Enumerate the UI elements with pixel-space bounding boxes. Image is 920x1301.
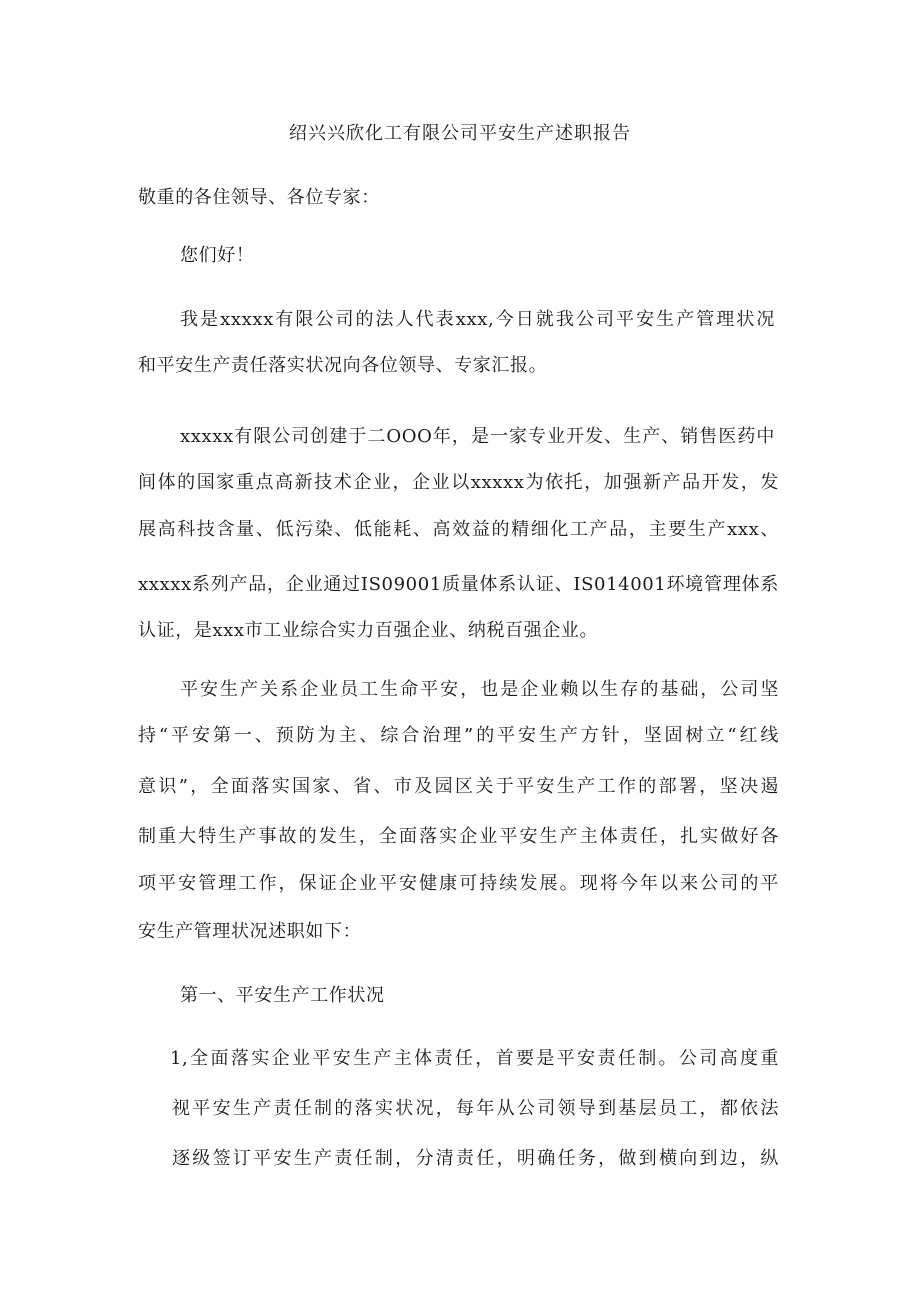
paragraph-3-line-4: 制重大特生产事故的发生，全面落实企业平安生产主体责任，扎实做好各 [138,826,779,847]
salutation: 敬重的各住领导、各位专家： [138,187,380,208]
paragraph-1-line-2: 和平安生产责任落实状况向各位领导、专家汇报。 [138,355,548,376]
paragraph-2-line-2: 间体的国家重点高新技术企业，企业以xxxxx为依托，加强新产品开发，发 [138,472,779,493]
paragraph-3-line-2: 持“平安第一、预防为主、综合治理”的平安生产方针，坚固树立“红线 [138,725,779,746]
paragraph-2-line-3: 展高科技含量、低污染、低能耗、高效益的精细化工产品，主要生产xxx、 [138,519,779,540]
greeting: 您们好！ [180,245,255,266]
section-heading-1: 第一、平安生产工作状况 [180,985,385,1006]
item-1-line-3: 逐级签订平安生产责任制，分清责任，明确任务，做到横向到边，纵 [172,1148,779,1169]
item-1-line-2: 视平安生产责任制的落实状况，每年从公司领导到基层员工，都依法 [172,1098,779,1119]
paragraph-2-line-4: xxxxx系列产品，企业通过IS09001质量体系认证、IS014001环境管理体系 [138,574,779,595]
paragraph-1-line-1: 我是xxxxx有限公司的法人代表xxx,今日就我公司平安生产管理状况 [180,309,775,330]
paragraph-3-line-3: 意识”，全面落实国家、省、市及园区关于平安生产工作的部署，坚决遏 [138,776,779,797]
paragraph-2-line-5: 认证，是xxx市工业综合实力百强企业、纳税百强企业。 [138,620,599,641]
paragraph-3-line-6: 安生产管理状况述职如下： [138,921,362,942]
paragraph-3-line-1: 平安生产关系企业员工生命平安，也是企业赖以生存的基础，公司坚 [180,679,779,700]
paragraph-2-line-1: xxxxx有限公司创建于二OOO年，是一家专业开发、生产、销售医药中 [180,426,775,447]
item-1-line-1: 1,全面落实企业平安生产主体责任，首要是平安责任制。公司高度重 [170,1048,779,1069]
paragraph-3-line-5: 项平安管理工作，保证企业平安健康可持续发展。现将今年以来公司的平 [138,873,779,894]
document-title: 绍兴兴欣化工有限公司平安生产述职报告 [289,123,631,144]
